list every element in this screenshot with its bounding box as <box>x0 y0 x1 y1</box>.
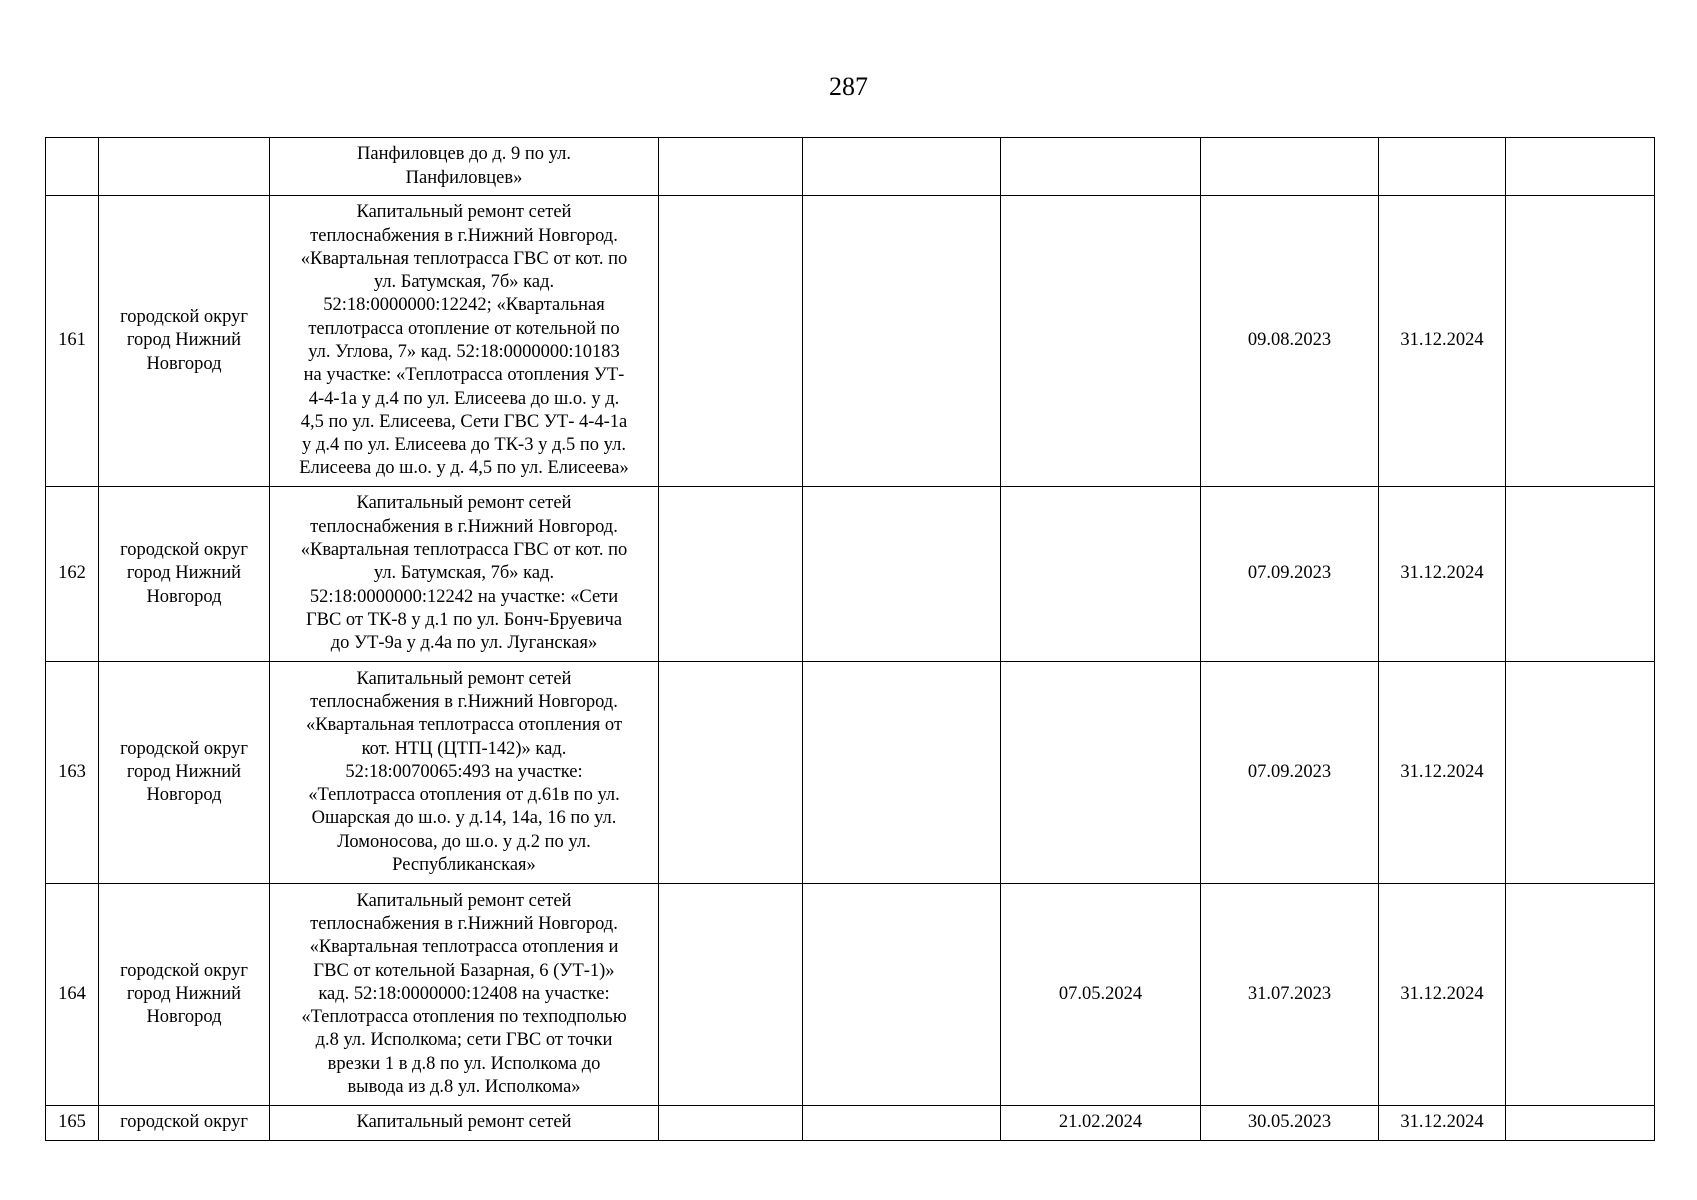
date-3-cell: 31.12.2024 <box>1379 662 1506 884</box>
date-1-cell <box>1001 662 1201 884</box>
description-line: «Квартальная теплотрасса ГВС от кот. по <box>300 248 628 269</box>
description-cell <box>270 487 659 662</box>
description-line: Капитальный ремонт сетей <box>356 668 572 689</box>
description-line: 52:18:0070065:493 на участке: <box>345 761 583 782</box>
municipality-line: городской округ <box>120 1112 248 1133</box>
description-line: теплоснабжения в г.Нижний Новгород. <box>310 691 618 712</box>
row-number-cell: 164 <box>46 884 99 1106</box>
description-line: ГВС от ТК-8 у д.1 по ул. Бонч-Бруевича <box>305 609 623 630</box>
description-line: Елисеева до ш.о. у д. 4,5 по ул. Елисеева» <box>299 458 629 479</box>
description-line: 52:18:0000000:12242; «Квартальная <box>323 295 605 316</box>
description-line: теплоснабжения в г.Нижний Новгород. <box>310 516 618 537</box>
column-9-cell <box>1506 487 1655 662</box>
municipality-cell <box>99 1106 270 1141</box>
column-4-cell <box>659 487 803 662</box>
description-line: 4-4-1а у д.4 по ул. Елисеева до ш.о. у д. <box>308 388 620 409</box>
description-line: теплоснабжения в г.Нижний Новгород. <box>310 913 618 934</box>
municipality-line: городской округ <box>120 960 248 981</box>
description-line: Панфиловцев» <box>405 167 523 188</box>
municipality-line: Новгород <box>146 785 222 806</box>
description-cell <box>270 138 659 196</box>
municipality-cell <box>99 487 270 662</box>
date-3-cell: 31.12.2024 <box>1379 196 1506 487</box>
table-row <box>46 487 1655 662</box>
description-line: «Квартальная теплотрасса ГВС от кот. по <box>300 540 628 561</box>
table-row <box>46 1106 1655 1141</box>
description-line: Капитальный ремонт сетей <box>356 493 572 514</box>
table-row <box>46 662 1655 884</box>
description-line: до УТ-9а у д.4а по ул. Луганская» <box>330 633 598 654</box>
description-line: Ломоносова, до ш.о. у д.2 по ул. <box>337 831 591 852</box>
description-line: Республиканская» <box>392 855 536 876</box>
municipality-line: городской округ <box>120 738 248 759</box>
date-2-cell: 07.09.2023 <box>1201 487 1379 662</box>
municipality-line: Новгород <box>146 586 222 607</box>
column-4-cell <box>659 1106 803 1141</box>
column-4-cell <box>659 138 803 196</box>
municipality-cell <box>99 884 270 1106</box>
description-line: «Теплотрасса отопления от д.61в по ул. <box>308 785 620 806</box>
column-4-cell <box>659 662 803 884</box>
description-line: кот. НТЦ (ЦТП-142)» кад. <box>361 738 567 759</box>
municipality-line: город Нижний <box>126 761 242 782</box>
table-row <box>46 196 1655 487</box>
row-number-cell: 161 <box>46 196 99 487</box>
description-cell <box>270 196 659 487</box>
column-5-cell <box>803 487 1001 662</box>
description-line: ул. Углова, 7» кад. 52:18:0000000:10183 <box>308 342 620 362</box>
column-5-cell <box>803 196 1001 487</box>
description-line: Капитальный ремонт сетей <box>356 1112 572 1133</box>
table-row <box>46 884 1655 1106</box>
municipality-line: Новгород <box>146 1007 222 1028</box>
municipality-cell <box>99 138 270 196</box>
date-1-cell: 21.02.2024 <box>1001 1106 1201 1141</box>
row-number-cell: 162 <box>46 487 99 662</box>
description-line: 4,5 по ул. Елисеева, Сети ГВС УТ- 4-4-1а <box>300 411 628 432</box>
municipality-cell <box>99 662 270 884</box>
description-line: теплотрасса отопление от котельной по <box>308 318 620 339</box>
column-9-cell <box>1506 138 1655 196</box>
description-cell <box>270 662 659 884</box>
municipality-line: Новгород <box>146 353 222 374</box>
municipality-line: город Нижний <box>126 983 242 1004</box>
date-2-cell <box>1201 138 1379 196</box>
date-2-cell: 30.05.2023 <box>1201 1106 1379 1141</box>
date-1-cell <box>1001 487 1201 662</box>
column-5-cell <box>803 138 1001 196</box>
date-1-cell <box>1001 196 1201 487</box>
description-line: вывода из д.8 ул. Исполкома» <box>347 1077 581 1098</box>
description-line: 52:18:0000000:12242 на участке: «Сети <box>309 586 619 607</box>
column-5-cell <box>803 662 1001 884</box>
page-number: 287 <box>829 72 868 101</box>
municipality-line: город Нижний <box>126 563 242 584</box>
date-2-cell: 09.08.2023 <box>1201 196 1379 487</box>
municipality-cell <box>99 196 270 487</box>
description-line: Панфиловцев до д. 9 по ул. <box>357 144 571 165</box>
description-line: д.8 ул. Исполкома; сети ГВС от точки <box>315 1030 613 1051</box>
table-body <box>46 138 1655 1141</box>
column-4-cell <box>659 196 803 487</box>
column-5-cell <box>803 1106 1001 1141</box>
description-line: Капитальный ремонт сетей <box>356 890 572 911</box>
column-9-cell <box>1506 884 1655 1106</box>
row-number-cell: 163 <box>46 662 99 884</box>
date-3-cell: 31.12.2024 <box>1379 884 1506 1106</box>
date-1-cell: 07.05.2024 <box>1001 884 1201 1106</box>
description-line: кад. 52:18:0000000:12408 на участке: <box>318 983 610 1004</box>
description-line: у д.4 по ул. Елисеева до ТК-3 у д.5 по ул. <box>302 435 626 456</box>
date-3-cell: 31.12.2024 <box>1379 487 1506 662</box>
date-2-cell: 31.07.2023 <box>1201 884 1379 1106</box>
municipality-line: городской округ <box>120 307 248 328</box>
description-cell <box>270 1106 659 1141</box>
date-3-cell: 31.12.2024 <box>1379 1106 1506 1141</box>
projects-table <box>45 137 1655 1141</box>
description-line: «Квартальная теплотрасса отопления и <box>309 937 619 958</box>
description-line: «Теплотрасса отопления по техподполью <box>301 1007 627 1028</box>
description-line: ГВС от котельной Базарная, 6 (УТ-1)» <box>313 960 615 981</box>
description-line: ул. Батумская, 7б» кад. <box>373 272 555 293</box>
description-line: Ошарская до ш.о. у д.14, 14а, 16 по ул. <box>311 808 617 829</box>
municipality-line: городской округ <box>120 540 248 561</box>
description-line: теплоснабжения в г.Нижний Новгород. <box>310 225 618 246</box>
column-9-cell <box>1506 196 1655 487</box>
description-cell <box>270 884 659 1106</box>
row-number-cell <box>46 138 99 196</box>
description-line: Капитальный ремонт сетей <box>356 202 572 223</box>
date-2-cell: 07.09.2023 <box>1201 662 1379 884</box>
date-1-cell <box>1001 138 1201 196</box>
description-line: «Квартальная теплотрасса отопления от <box>305 715 623 736</box>
column-9-cell <box>1506 662 1655 884</box>
column-4-cell <box>659 884 803 1106</box>
description-line: на участке: «Теплотрасса отопления УТ- <box>303 365 625 386</box>
description-line: врезки 1 в д.8 по ул. Исполкома до <box>327 1053 601 1074</box>
row-number-cell: 165 <box>46 1106 99 1141</box>
municipality-line: город Нижний <box>126 330 242 351</box>
column-5-cell <box>803 884 1001 1106</box>
column-9-cell <box>1506 1106 1655 1141</box>
table-row <box>46 138 1655 196</box>
date-3-cell <box>1379 138 1506 196</box>
description-line: ул. Батумская, 7б» кад. <box>373 563 555 584</box>
